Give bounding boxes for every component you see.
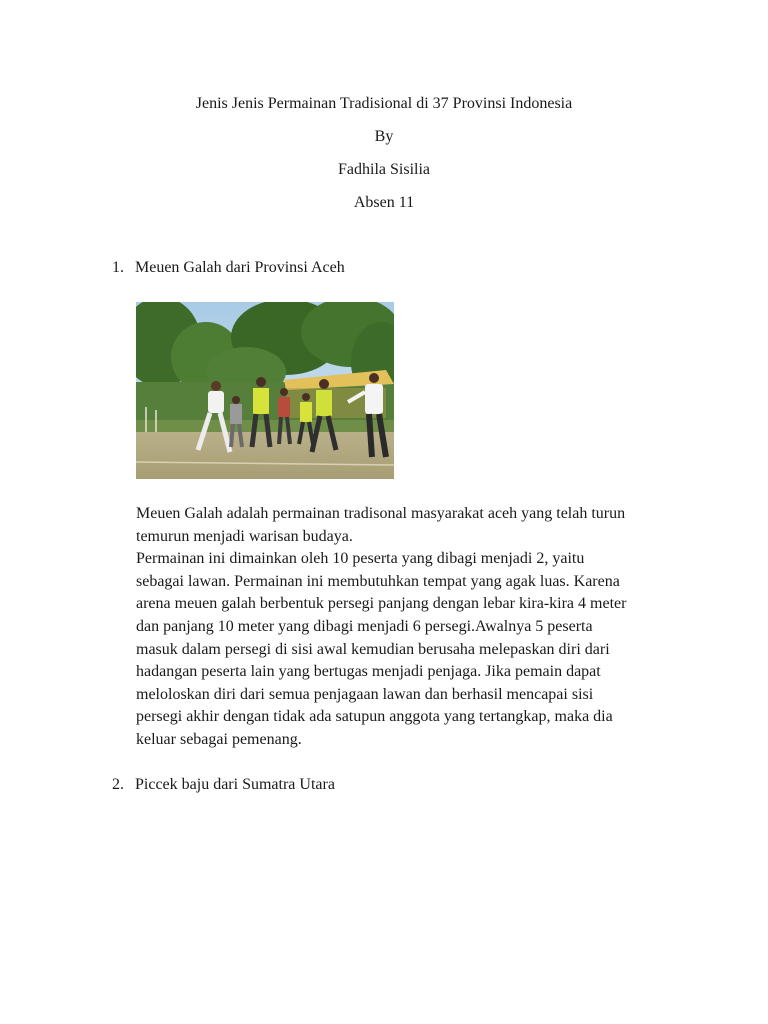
list-item-body [136,503,696,752]
list-item-heading [112,258,345,278]
game-photo [136,302,394,479]
body-line: hadangan peserta lain yang bertugas menjadi penjaga. Jika pemain dapat [136,663,601,681]
body-line: Meuen Galah adalah permainan tradisonal masyarakat aceh yang telah turun [136,505,626,522]
game-photo-illustration [136,302,394,479]
body-line: temurun menjadi warisan budaya. [136,527,353,545]
body-line: persegi akhir dengan tidak ada satupun anggota yang tertangkap, maka dia [136,708,613,726]
body-line: sebagai lawan. Permainan ini membutuhkan tempat yang agak luas. Karena [136,572,620,590]
document-by-line: By [374,128,394,145]
list-item-number: 1. [112,259,124,276]
list-item-title: Meuen Galah dari Provinsi Aceh [135,259,345,276]
list-item-number: 2. [112,776,124,793]
body-line: dan panjang 10 meter yang dibagi menjadi 6 persegi.Awalnya 5 peserta [136,617,593,635]
body-line: arena meuen galah berbentuk persegi panjang dengan lebar kira-kira 4 meter [136,595,627,613]
list-item-heading [112,775,335,795]
body-line: masuk dalam persegi di sisi awal kemudian berusaha melepaskan diri dari [136,640,610,658]
list-item-title: Piccek baju dari Sumatra Utara [135,776,335,793]
document-absen: Absen 11 [353,194,415,211]
document-author: Fadhila Sisilia [338,161,430,178]
body-line: meloloskan diri dari semua penjagaan lawan dan berhasil mencapai sisi [136,685,594,703]
document-title: Jenis Jenis Permainan Tradisional di 37 Provinsi Indonesia [195,95,573,112]
body-line: keluar sebagai pemenang. [136,730,302,748]
body-line: Permainan ini dimainkan oleh 10 peserta yang dibagi menjadi 2, yaitu [136,550,585,568]
